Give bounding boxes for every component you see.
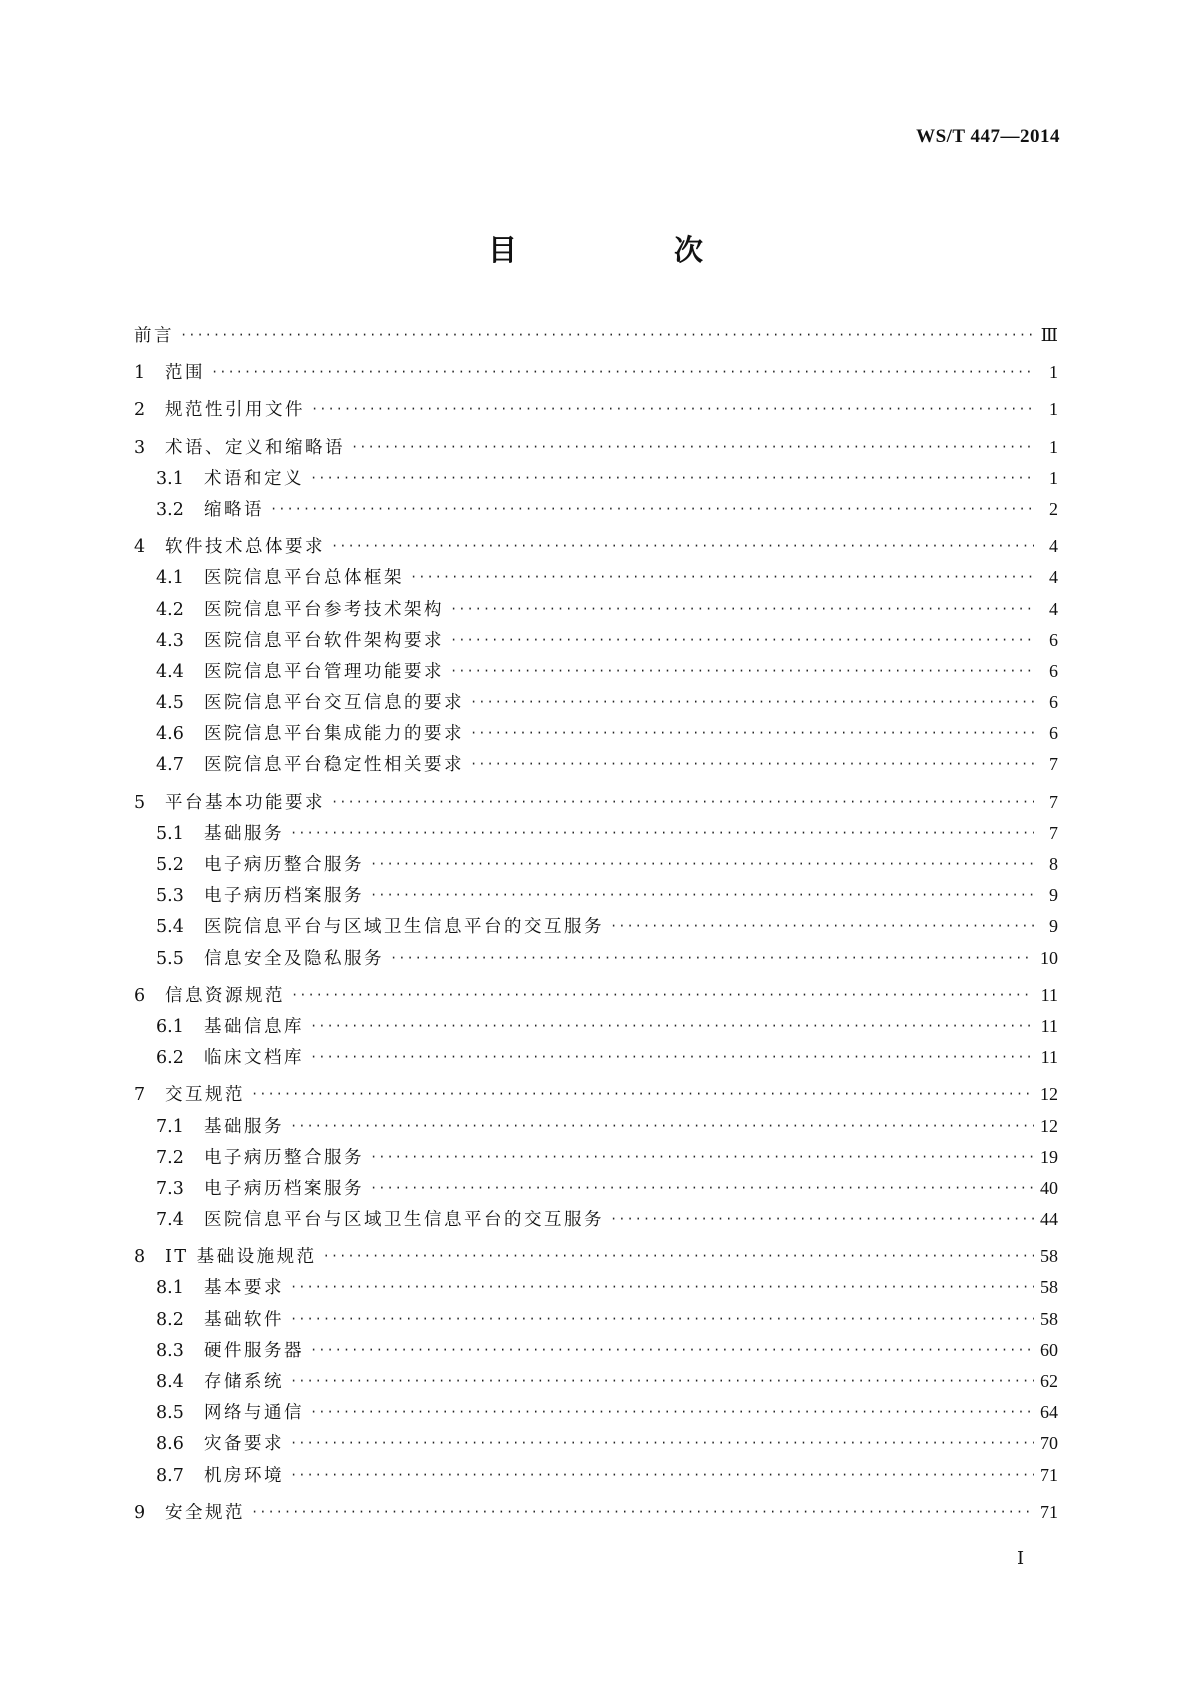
toc-entry-number: 8.7 (156, 1465, 184, 1486)
toc-entry-label: 医院信息平台总体框架 (204, 568, 404, 589)
page-number: Ⅰ (1017, 1548, 1025, 1568)
toc-entry-page: 7 (1049, 791, 1058, 812)
toc-entry-number: 8 (134, 1247, 146, 1268)
toc-section-entry[interactable] (134, 1044, 1058, 1075)
toc-chapter-entry[interactable] (134, 533, 1058, 564)
toc-entry-label: 网络与通信 (204, 1403, 304, 1424)
toc-entry-number: 7.2 (156, 1147, 184, 1168)
toc-entry-number: 7 (134, 1085, 146, 1106)
toc-entry-page: 12 (1040, 1084, 1058, 1105)
toc-entry-label: 信息安全及隐私服务 (204, 948, 384, 969)
dot-leader (610, 919, 1034, 933)
toc-entry-label: 基础信息库 (204, 1016, 304, 1037)
toc-entry-page: 40 (1040, 1177, 1058, 1198)
toc-entry-page: 58 (1040, 1308, 1058, 1329)
toc-section-entry[interactable] (134, 465, 1058, 496)
toc-section-entry[interactable] (134, 1368, 1058, 1399)
toc-entry-number: 7.3 (156, 1178, 184, 1199)
toc-entry-number: 1 (134, 363, 146, 384)
toc-section-entry[interactable] (134, 658, 1058, 689)
toc-entry-label: 机房环境 (204, 1465, 284, 1486)
standard-code: WS/T 447—2014 (916, 126, 1060, 147)
dot-leader (290, 1312, 1034, 1326)
toc-entry-page: 4 (1049, 598, 1058, 619)
toc-section-entry[interactable] (134, 627, 1058, 658)
toc-entry-number: 3.2 (156, 499, 184, 520)
dot-leader (370, 1150, 1034, 1164)
dot-leader (450, 602, 1034, 616)
toc-entry-label: 前言 (134, 326, 174, 346)
toc-entry-label: 缩略语 (204, 499, 264, 520)
dot-leader (290, 826, 1034, 840)
toc-entry-page: 2 (1049, 498, 1058, 519)
dot-leader (370, 857, 1034, 871)
toc-entry-page: 4 (1049, 567, 1058, 588)
dot-leader (450, 633, 1034, 647)
dot-leader (310, 1019, 1034, 1033)
toc-entry-number: 6 (134, 985, 146, 1006)
toc-entry-number: 3.1 (156, 468, 184, 489)
toc-entry-number: 7.4 (156, 1210, 184, 1231)
toc-entry-page: 60 (1040, 1339, 1058, 1360)
toc-chapter-entry[interactable] (134, 434, 1058, 465)
toc-entry-label: 灾备要求 (204, 1434, 284, 1455)
toc-entry-number: 9 (134, 1502, 146, 1523)
toc-entry-page: 8 (1049, 854, 1058, 874)
toc-entry-label: 医院信息平台软件架构要求 (204, 630, 444, 651)
dot-leader (290, 1436, 1034, 1450)
toc-entry-page: Ⅲ (1040, 325, 1058, 345)
toc-section-entry[interactable] (134, 1306, 1058, 1337)
toc-entry-page: 12 (1040, 1115, 1058, 1136)
toc-entry-label: 基本要求 (204, 1278, 284, 1299)
toc-entry-page: 9 (1049, 916, 1058, 937)
toc-entry-number: 7.1 (156, 1116, 184, 1137)
dot-leader (311, 402, 1034, 416)
toc-entry-page: 6 (1049, 629, 1058, 650)
toc-section-entry[interactable] (134, 1144, 1058, 1175)
dot-leader (310, 1343, 1034, 1357)
toc-entry-label: 医院信息平台交互信息的要求 (204, 693, 464, 714)
toc-entry-page: 11 (1040, 984, 1058, 1005)
toc-entry-page: 62 (1040, 1371, 1058, 1391)
dot-leader (470, 695, 1034, 709)
toc-section-entry[interactable] (134, 1337, 1058, 1368)
toc-entry-label: 基础服务 (204, 1116, 284, 1137)
toc-chapter-entry[interactable] (134, 1081, 1058, 1112)
toc-entry-label: 信息资源规范 (165, 985, 285, 1006)
dot-leader (290, 1119, 1034, 1133)
dot-leader (331, 795, 1034, 809)
toc-entry-number: 3 (134, 437, 146, 458)
dot-leader (251, 1505, 1034, 1519)
toc-entry-number: 4.7 (156, 755, 184, 776)
toc-entry-page: 6 (1049, 660, 1058, 681)
toc-section-entry[interactable] (134, 882, 1058, 913)
table-of-contents (134, 322, 1058, 1530)
toc-section-entry[interactable] (134, 1274, 1058, 1305)
toc-entry-number: 4.4 (156, 661, 184, 682)
toc-section-entry[interactable] (134, 1206, 1058, 1237)
toc-entry-label: 范围 (165, 363, 205, 384)
toc-entry-number: 4.5 (156, 693, 184, 714)
toc-entry-label: IT 基础设施规范 (165, 1247, 317, 1268)
toc-entry-page: 1 (1049, 362, 1058, 383)
toc-section-entry[interactable] (134, 1462, 1058, 1493)
toc-entry-page: 6 (1049, 723, 1058, 744)
toc-entry-page: 6 (1049, 692, 1058, 713)
toc-entry-number: 5.3 (156, 886, 184, 907)
toc-entry-number: 8.5 (156, 1403, 184, 1424)
toc-chapter-entry[interactable] (134, 1243, 1058, 1274)
toc-entry-label: 交互规范 (165, 1085, 245, 1106)
toc-entry-number: 8.3 (156, 1340, 184, 1361)
toc-section-entry[interactable] (134, 1399, 1058, 1430)
toc-entry-page: 58 (1040, 1246, 1058, 1267)
toc-section-entry[interactable] (134, 596, 1058, 627)
toc-entry-number: 5 (134, 792, 146, 813)
toc-entry-page: 4 (1049, 536, 1058, 557)
toc-entry-number: 4.6 (156, 724, 184, 745)
dot-leader (310, 1405, 1034, 1419)
toc-section-entry[interactable] (134, 913, 1058, 944)
toc-entry-page: 58 (1040, 1277, 1058, 1298)
dot-leader (370, 1181, 1034, 1195)
toc-entry-number: 8.2 (156, 1309, 184, 1330)
toc-section-entry[interactable] (134, 851, 1058, 882)
dot-leader (310, 1050, 1034, 1064)
toc-section-entry[interactable] (134, 945, 1058, 976)
toc-entry-number: 4.3 (156, 630, 184, 651)
dot-leader (450, 664, 1034, 678)
toc-entry-number: 4.1 (156, 568, 184, 589)
toc-entry-page: 71 (1040, 1501, 1058, 1522)
dot-leader (290, 1468, 1034, 1482)
toc-entry-label: 医院信息平台集成能力的要求 (204, 724, 464, 745)
toc-entry-page: 44 (1040, 1209, 1058, 1230)
toc-entry-page: 9 (1049, 885, 1058, 906)
dot-leader (270, 502, 1034, 516)
dot-leader (390, 951, 1034, 965)
dot-leader (310, 471, 1034, 485)
toc-entry-page: 1 (1049, 399, 1058, 420)
toc-section-entry[interactable] (134, 689, 1058, 720)
toc-entry-number: 6.1 (156, 1016, 184, 1037)
toc-entry-number: 6.2 (156, 1048, 184, 1069)
toc-entry-label: 电子病历整合服务 (204, 1147, 364, 1168)
toc-entry-label: 医院信息平台参考技术架构 (204, 599, 444, 620)
toc-entry-page: 7 (1049, 822, 1058, 843)
toc-entry-label: 规范性引用文件 (165, 400, 305, 421)
toc-entry-page: 11 (1040, 1015, 1058, 1036)
toc-entry-page: 70 (1040, 1433, 1058, 1454)
dot-leader (211, 365, 1034, 379)
toc-entry-number: 5.2 (156, 855, 184, 875)
toc-entry-number: 8.1 (156, 1278, 184, 1299)
toc-section-entry[interactable] (134, 820, 1058, 851)
toc-entry-label: 术语、定义和缩略语 (165, 437, 345, 458)
toc-section-entry[interactable] (134, 1113, 1058, 1144)
toc-entry-number: 4 (134, 537, 146, 558)
toc-section-entry[interactable] (134, 564, 1058, 595)
toc-entry-label: 电子病历整合服务 (204, 855, 364, 875)
toc-section-entry[interactable] (134, 751, 1058, 782)
toc-entry-label: 医院信息平台与区域卫生信息平台的交互服务 (204, 917, 604, 938)
toc-section-entry[interactable] (134, 720, 1058, 751)
toc-entry-page: 1 (1049, 436, 1058, 457)
dot-leader (351, 440, 1034, 454)
toc-entry-label: 临床文档库 (204, 1048, 304, 1069)
dot-leader (370, 888, 1034, 902)
toc-entry-label: 术语和定义 (204, 468, 304, 489)
toc-entry-label: 软件技术总体要求 (165, 537, 325, 558)
toc-chapter-entry[interactable] (134, 322, 1058, 353)
toc-entry-label: 硬件服务器 (204, 1340, 304, 1361)
toc-entry-label: 安全规范 (165, 1502, 245, 1523)
toc-chapter-entry[interactable] (134, 982, 1058, 1013)
dot-leader (180, 328, 1034, 342)
toc-entry-page: 11 (1040, 1047, 1058, 1068)
dot-leader (323, 1249, 1034, 1263)
toc-section-entry[interactable] (134, 496, 1058, 527)
dot-leader (251, 1087, 1034, 1101)
dot-leader (410, 570, 1034, 584)
toc-chapter-entry[interactable] (134, 789, 1058, 820)
dot-leader (331, 539, 1034, 553)
dot-leader (470, 726, 1034, 740)
toc-entry-number: 5.1 (156, 823, 184, 844)
toc-entry-label: 存储系统 (204, 1372, 284, 1392)
dot-leader (291, 988, 1034, 1002)
toc-entry-number: 5.4 (156, 917, 184, 938)
toc-entry-label: 基础软件 (204, 1309, 284, 1330)
toc-section-entry[interactable] (134, 1175, 1058, 1206)
toc-entry-label: 医院信息平台与区域卫生信息平台的交互服务 (204, 1210, 604, 1231)
toc-entry-label: 基础服务 (204, 823, 284, 844)
toc-chapter-entry[interactable] (134, 359, 1058, 390)
toc-entry-number: 5.5 (156, 948, 184, 969)
toc-entry-label: 电子病历档案服务 (204, 1178, 364, 1199)
toc-entry-page: 64 (1040, 1402, 1058, 1423)
toc-entry-label: 医院信息平台管理功能要求 (204, 661, 444, 682)
toc-entry-label: 电子病历档案服务 (204, 886, 364, 907)
toc-entry-number: 2 (134, 400, 146, 421)
dot-leader (290, 1280, 1034, 1294)
dot-leader (610, 1212, 1034, 1226)
dot-leader (470, 757, 1034, 771)
toc-entry-page: 1 (1049, 467, 1058, 488)
toc-entry-number: 4.2 (156, 599, 184, 620)
toc-entry-label: 平台基本功能要求 (165, 792, 325, 813)
toc-entry-number: 8.4 (156, 1372, 184, 1392)
toc-chapter-entry[interactable] (134, 396, 1058, 427)
toc-section-entry[interactable] (134, 1013, 1058, 1044)
toc-entry-page: 10 (1040, 947, 1058, 968)
toc-entry-label: 医院信息平台稳定性相关要求 (204, 755, 464, 776)
toc-section-entry[interactable] (134, 1430, 1058, 1461)
toc-entry-number: 8.6 (156, 1434, 184, 1455)
toc-chapter-entry[interactable] (134, 1499, 1058, 1530)
toc-entry-page: 71 (1040, 1464, 1058, 1485)
page-title: 目 次 (487, 233, 767, 267)
toc-entry-page: 7 (1049, 754, 1058, 775)
dot-leader (290, 1374, 1034, 1388)
toc-entry-page: 19 (1040, 1146, 1058, 1167)
